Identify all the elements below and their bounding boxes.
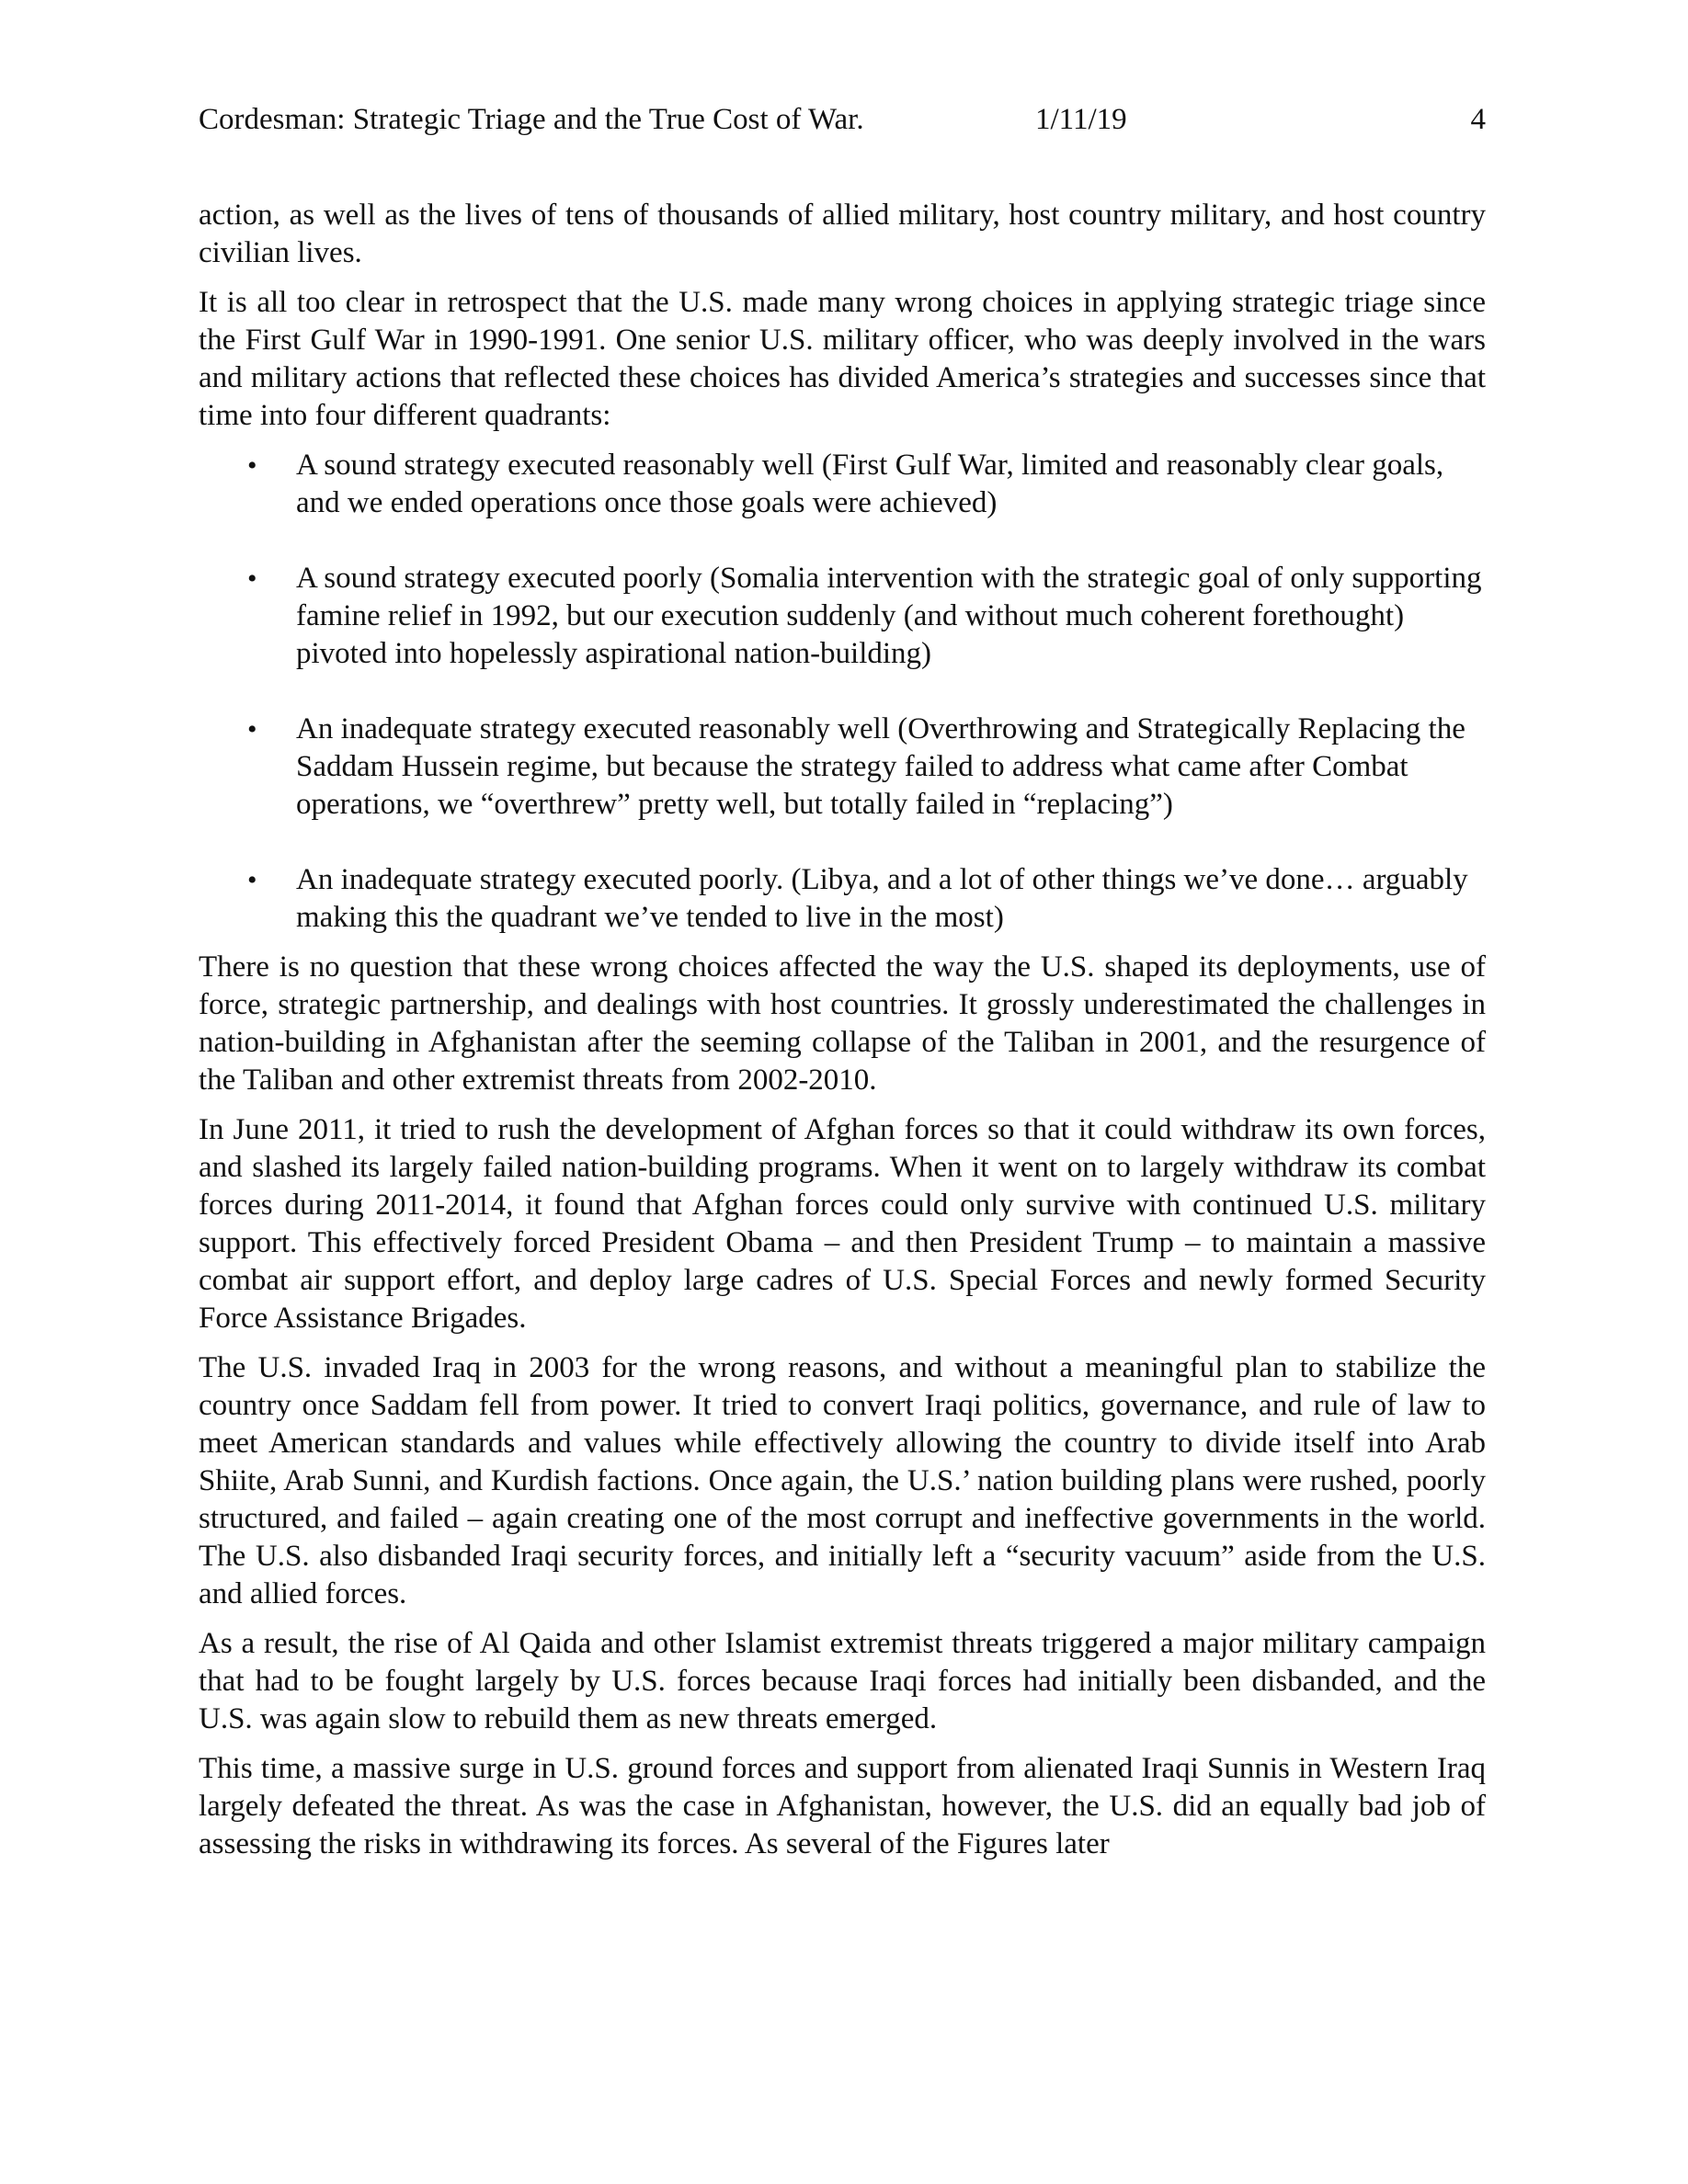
- paragraph: The U.S. invaded Iraq in 2003 for the wrong reasons, and without a meaningful plan to stabilize the country once Saddam fell from power. It tried to convert Iraqi politics, governance, and rule of law to meet American standards and values while effectively allowing the country to divide itself into Arab Shiite, Arab Sunni, and Kurdish factions. Once again, the U.S.’ nation building plans were rushed, poorly structured, and failed – again creating one of the most corrupt and ineffective governments in the world. The U.S. also disbanded Iraqi security forces, and initially left a “security vacuum” aside from the U.S. and allied forces.: [199, 1351, 1486, 1610]
- list-item-text: A sound strategy executed poorly (Somalia intervention with the strategic goal of only supporting famine relief in 1992, but our execution suddenly (and without much coherent forethought) pivoted into hopelessly aspirational nation-building): [296, 562, 1482, 670]
- list-item-text: An inadequate strategy executed reasonably well (Overthrowing and Strategically Replacing the Saddam Hussein regime, but because the strategy failed to address what came after Combat operations, we “overthrew” pretty well, but totally failed in “replacing”): [296, 712, 1466, 821]
- paragraph: This time, a massive surge in U.S. ground forces and support from alienated Iraqi Sunnis in Western Iraq largely defeated the threat. As was the case in Afghanistan, however, the U.S. did an equally bad job of assessing the risks in withdrawing its forces. As several of the Figures later: [199, 1752, 1486, 1860]
- bullet-icon: •: [247, 865, 257, 895]
- bullet-icon: •: [247, 714, 257, 745]
- running-header: [199, 99, 1486, 140]
- paragraph: It is all too clear in retrospect that the U.S. made many wrong choices in applying strategic triage since the First Gulf War in 1990-1991. One senior U.S. military officer, who was deeply involved in the wars and military actions that reflected these choices has divided America’s strategies and successes since that time into four different quadrants:: [199, 286, 1486, 432]
- paragraph: There is no question that these wrong choices affected the way the U.S. shaped its deployments, use of force, strategic partnership, and dealings with host countries. It grossly underestimated the challenges in nation-building in Afghanistan after the seeming collapse of the Taliban in 2001, and the resurgence of the Taliban and other extremist threats from 2002-2010.: [199, 950, 1486, 1097]
- paragraph: In June 2011, it tried to rush the development of Afghan forces so that it could withdraw its own forces, and slashed its largely failed nation-building programs. When it went on to largely withdraw its combat forces during 2011-2014, it found that Afghan forces could only survive with continued U.S. military support. This effectively forced President Obama – and then President Trump – to maintain a massive combat air support effort, and deploy large cadres of U.S. Special Forces and newly formed Security Force Assistance Brigades.: [199, 1113, 1486, 1335]
- list-item-text: A sound strategy executed reasonably well (First Gulf War, limited and reasonably clear goals, and we ended operations once those goals were achieved): [296, 449, 1444, 519]
- header-title: Cordesman: Strategic Triage and the True Cost of War.: [199, 103, 864, 136]
- paragraph: action, as well as the lives of tens of thousands of allied military, host country military, and host country civilian lives.: [199, 199, 1486, 269]
- list-item-text: An inadequate strategy executed poorly. (Libya, and a lot of other things we’ve done… arguably making this the quadrant we’ve tended to live in the most): [296, 863, 1468, 934]
- bullet-icon: •: [247, 450, 257, 481]
- list-item: [199, 447, 1486, 522]
- list-item: [199, 711, 1486, 824]
- page-number: 4: [1470, 103, 1486, 136]
- list-item: [199, 861, 1486, 937]
- list-item: [199, 560, 1486, 673]
- paragraph: As a result, the rise of Al Qaida and other Islamist extremist threats triggered a major military campaign that had to be fought largely by U.S. forces because Iraqi forces had initially been disbanded, and the U.S. was again slow to rebuild them as new threats emerged.: [199, 1627, 1486, 1735]
- bullet-list: [199, 447, 1486, 937]
- body-text: [199, 197, 1486, 1875]
- header-date: 1/11/19: [1035, 103, 1127, 136]
- bullet-icon: •: [247, 563, 257, 594]
